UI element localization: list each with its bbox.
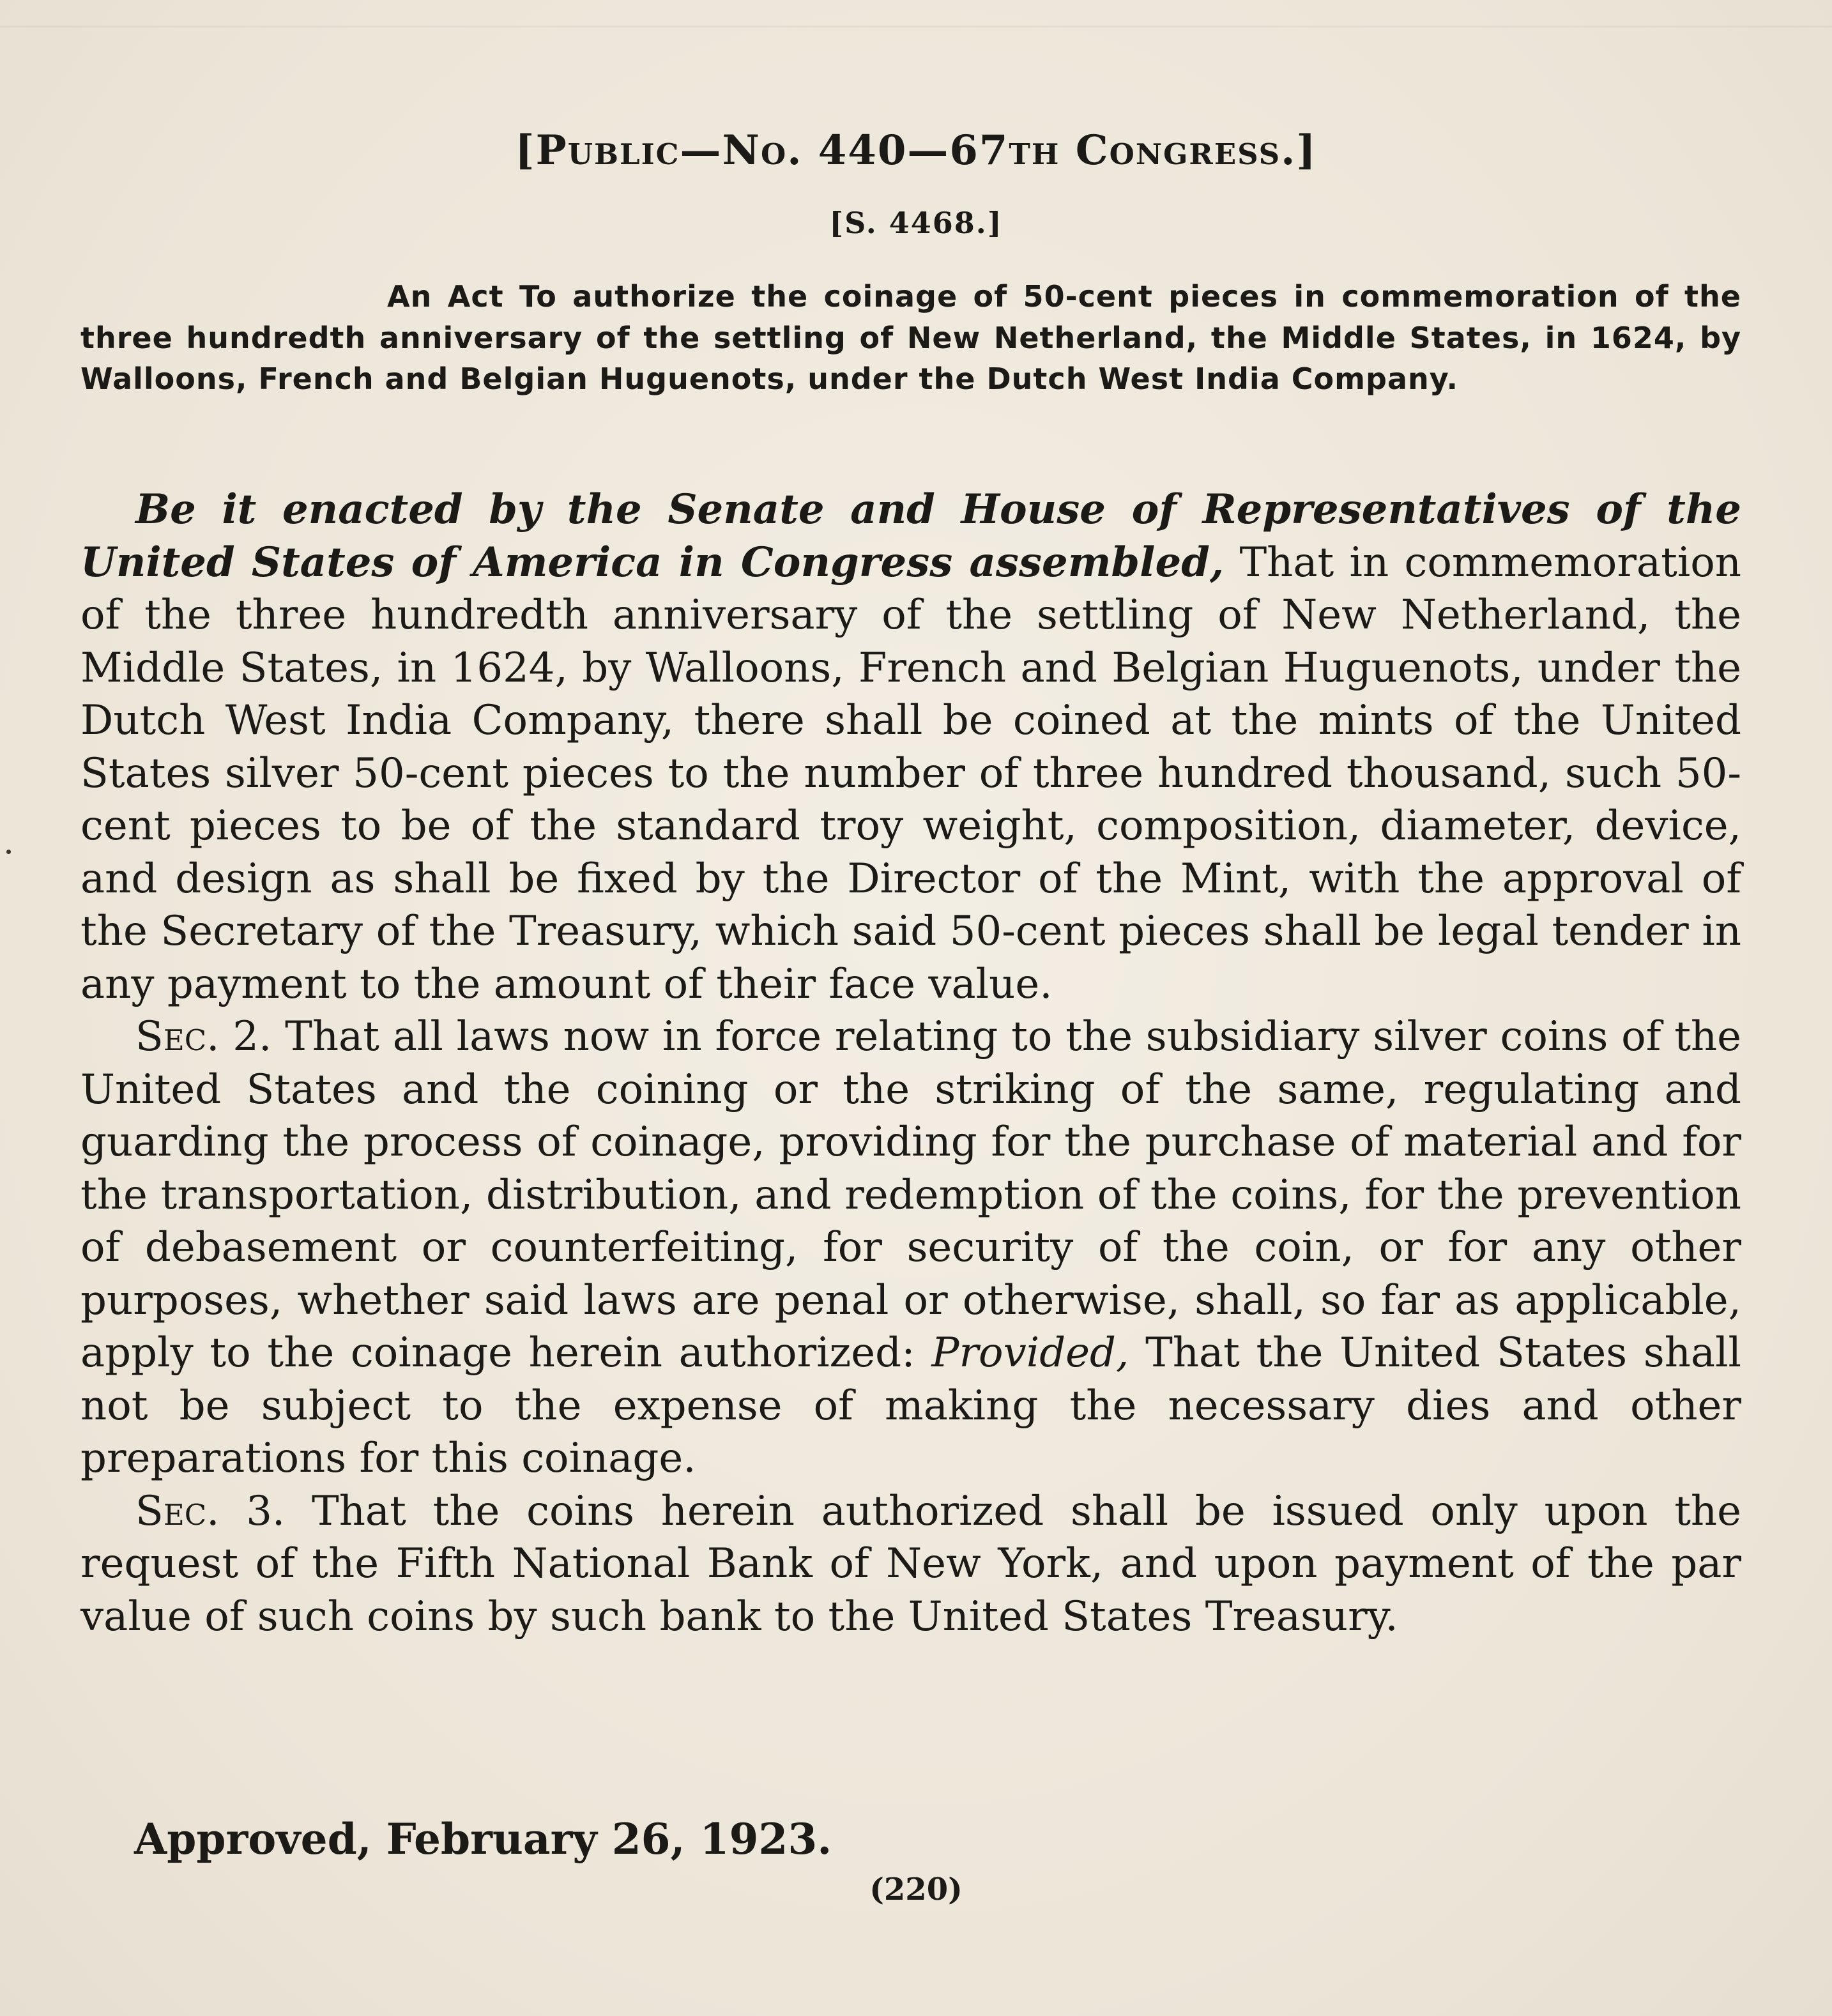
section-2-proviso-text: That the United States shall not be subject to the expense of making the necessary dies and other preparations for this coinage.: [80, 1329, 1742, 1482]
section-3-label: Sec. 3.: [135, 1487, 286, 1535]
section-2: [80, 1011, 1741, 1485]
section-3-text: That the coins herein authorized shall be issued only upon the request of the Fifth National Bank of New York, and upon payment of the par value of such coins by such bank to the United States Treasury.: [80, 1487, 1742, 1640]
header-dash-1: —: [680, 126, 722, 174]
header-public: Public: [535, 126, 680, 174]
header-ordinal: th: [1009, 126, 1060, 174]
header-no-label: No.: [722, 126, 803, 174]
header-dash-2: —: [907, 126, 950, 174]
enacting-clause: Be it enacted by the Senate and House of Representatives of the United States of America in Congress assembled,: [80, 485, 1741, 586]
header-congress: Congress.: [1060, 126, 1297, 174]
senate-bill-number: [S. 4468.]: [829, 206, 1003, 240]
header-congress-number: 67: [949, 126, 1009, 174]
header-close-bracket: ]: [1296, 126, 1317, 174]
page-number: (220): [869, 1872, 963, 1907]
bleed-through-line: [0, 26, 1832, 27]
provided-clause: Provided,: [931, 1329, 1129, 1377]
section-1: [80, 484, 1741, 1011]
act-body: [80, 484, 1741, 1643]
paper-speck: [6, 850, 11, 854]
act-title: An Act To authorize the coinage of 50-cent pieces in commemoration of the three hundredth anniversary of the settling of New Netherland, the Middle States, in 1624, by Walloons, French and Belgian Huguenots, under the Dutch West India Company.: [80, 279, 1741, 396]
header-number: 440: [802, 126, 908, 174]
header-open-bracket: [: [515, 126, 536, 174]
approval-date: Approved, February 26, 1923.: [134, 1814, 832, 1864]
section-1-text: That in commemoration of the three hundredth anniversary of the settling of New Netherland, the Middle States, in 1624, by Walloons, French and Belgian Huguenots, under the Dutch West India Company, there shall be coined at the mints of the United States silver 50-cent pieces to the number of three hundred thousand, such 50-cent pieces to be of the standard troy weight, composition, diameter, device, and design as shall be fixed by the Director of the Mint, with the approval of the Secretary of the Treasury, which said 50-cent pieces shall be legal tender in any payment to the amount of their face value.: [80, 538, 1742, 1008]
section-3: [80, 1485, 1741, 1644]
public-law-header: [0, 126, 1832, 174]
section-2-label: Sec. 2.: [135, 1013, 272, 1060]
section-2-text: That all laws now in force relating to the subsidiary silver coins of the United States and the coining or the striking of the same, regulating and guarding the process of coinage, providing for the purchase of material and for the transportation, distribution, and redemption of the coins, for the prevention of debasement or counterfeiting, for security of the coin, or for any other purposes, whether said laws are penal or otherwise, shall, so far as applicable, apply to the coinage herein authorized:: [80, 1013, 1742, 1377]
